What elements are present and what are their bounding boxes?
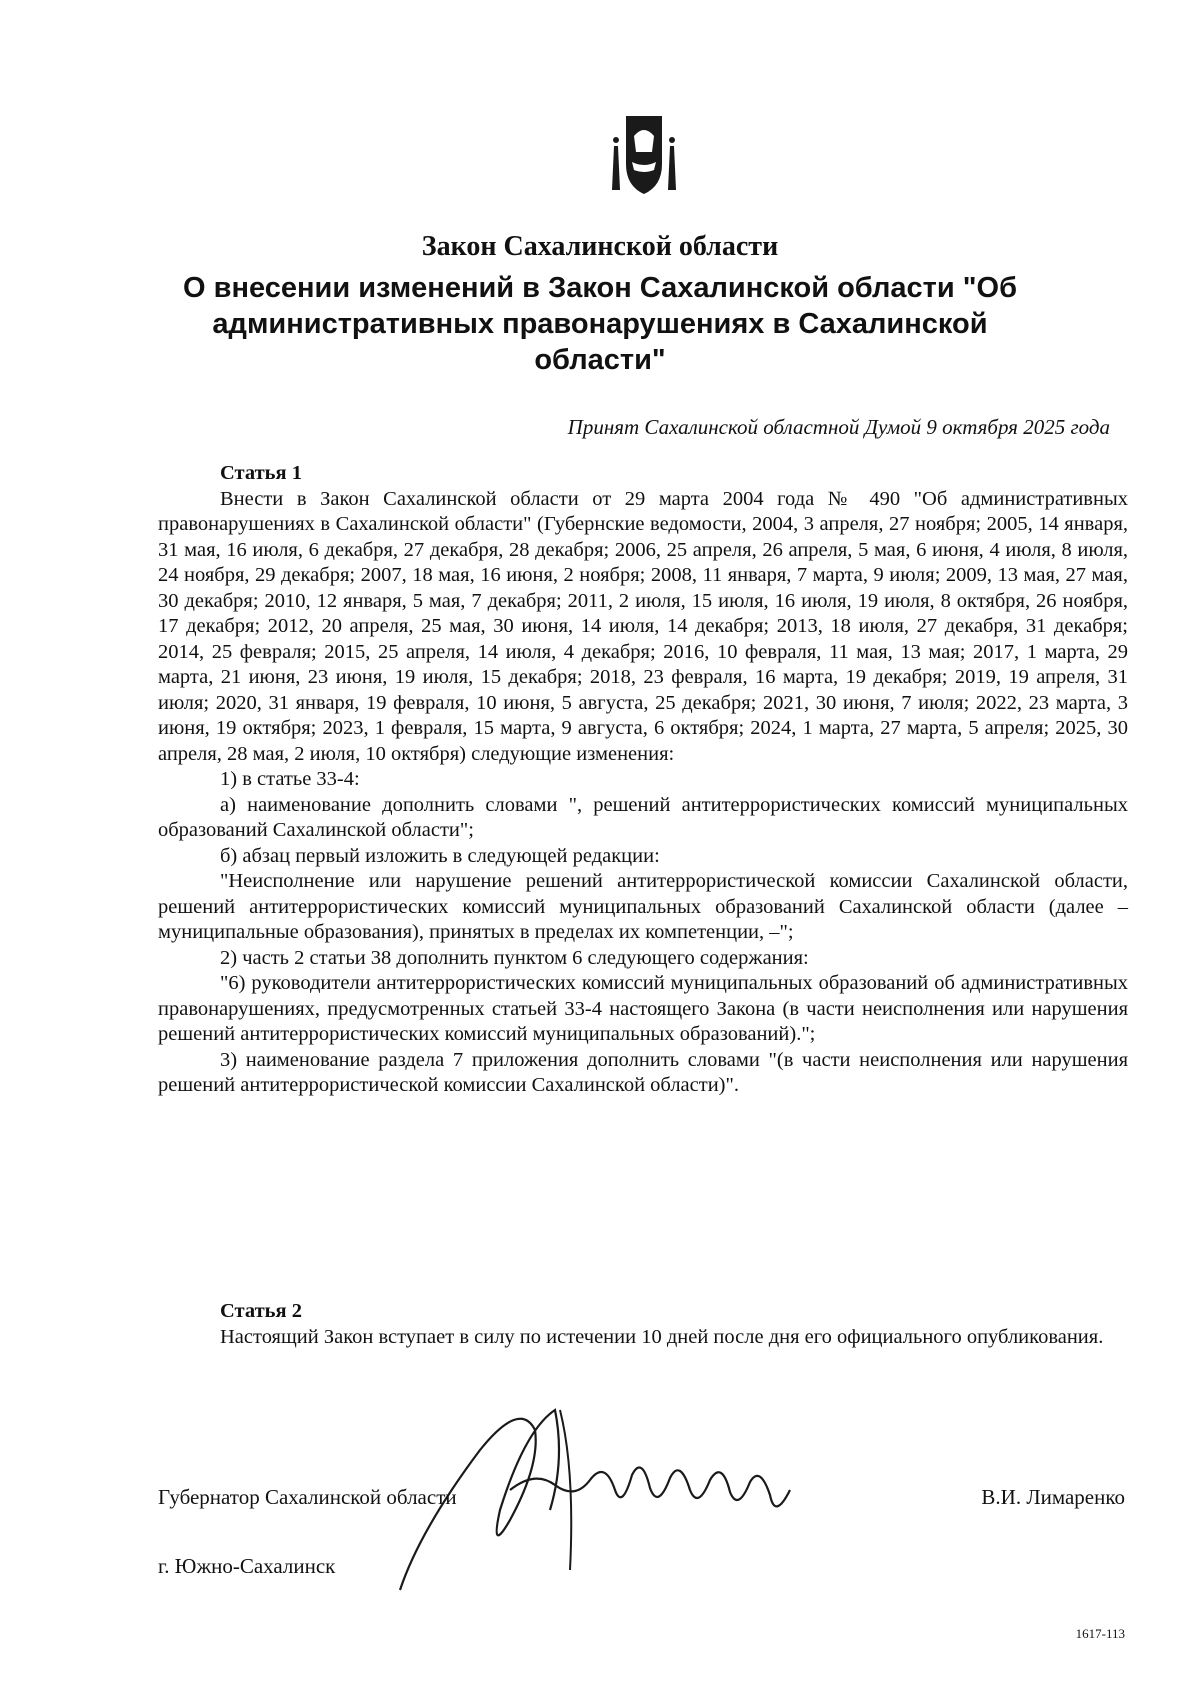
- law-title-line2: О внесении изменений в Закон Сахалинской области "Об административных правонарушениях в Сахалинской области": [183, 272, 1017, 376]
- coat-of-arms-emblem: [604, 106, 684, 198]
- article-2-heading: Статья 2: [220, 1300, 302, 1322]
- article-2-text: Настоящий Закон вступает в силу по истечении 10 дней после дня его официального опубликования.: [220, 1325, 1104, 1348]
- article-1-item-1: 1) в статье 33-4:: [220, 768, 360, 790]
- article-1-item-1b: б) абзац первый изложить в следующей редакции:: [220, 844, 660, 867]
- article-2: [158, 1299, 1128, 1350]
- article-1-item-1b-quote: "Неисполнение или нарушение решений антитеррористической комиссии Сахалинской области, решений антитеррористических комиссий муниципальных образований Сахалинской области (далее – муниципальные образования), принятых в пределах их компетенции, –";: [158, 870, 1128, 943]
- signatory-position: Губернатор Сахалинской области: [158, 1485, 457, 1509]
- article-1-item-3: 3) наименование раздела 7 приложения дополнить словами "(в части неисполнения или нарушения решений антитеррористической комиссии Сахалинской области)".: [158, 1048, 1128, 1096]
- document-number: 1617-113: [1075, 1626, 1125, 1641]
- article-1-item-1a: а) наименование дополнить словами ", решений антитеррористических комиссий муниципальных образований Сахалинской области";: [158, 793, 1128, 841]
- article-1-item-2-quote: "6) руководители антитеррористических комиссий муниципальных образований об административных правонарушениях, предусмотренных статьей 33-4 настоящего Закона (в части неисполнения или нарушения решений антитеррористических комиссий муниципальных образований).";: [158, 972, 1128, 1045]
- signing-city: г. Южно-Сахалинск: [158, 1554, 336, 1578]
- article-1-item-2: 2) часть 2 статьи 38 дополнить пунктом 6 следующего содержания:: [220, 946, 809, 969]
- adoption-note: Принят Сахалинской областной Думой 9 октября 2025 года: [567, 415, 1110, 439]
- article-1-intro: Внести в Закон Сахалинской области от 29 марта 2004 года № 490 "Об административных правонарушениях в Сахалинской области" (Губернские ведомости, 2004, 3 апреля, 27 ноября; 2005, 14 января, 31 мая, 16 июля, 6 декабря, 27 декабря, 28 декабря; 2006, 25 апреля, 26 апреля, 5 мая, 6 июня, 4 июля, 8 июля, 24 ноября, 29 декабря; 2007, 18 мая, 16 июня, 2 ноября; 2008, 11 января, 7 марта, 9 июля; 2009, 13 мая, 27 мая, 30 декабря; 2010, 12 января, 5 мая, 7 декабря; 2011, 2 июля, 15 июля, 16 июля, 19 июля, 8 октября, 26 ноября, 17 декабря; 2012, 20 апреля, 25 мая, 30 июня, 14 июля, 14 декабря; 2013, 18 июля, 27 декабря, 31 декабря; 2014, 25 февраля; 2015, 25 апреля, 14 июля, 4 декабря; 2016, 10 февраля, 11 мая, 13 мая; 2017, 1 марта, 29 марта, 21 июня, 23 июня, 19 июля, 15 декабря; 2018, 23 февраля, 16 марта, 19 декабря; 2019, 19 апреля, 31 июля; 2020, 31 января, 19 февраля, 10 июня, 5 августа, 25 декабря; 2021, 30 июня, 7 июля; 2022, 23 марта, 3 июня, 19 октября; 2023, 1 февраля, 15 марта, 9 августа, 6 октября; 2024, 1 марта, 27 марта, 5 апреля; 2025, 30 апреля, 28 мая, 2 июля, 10 октября) следующие изменения:: [158, 487, 1128, 765]
- article-1: [158, 461, 1128, 1099]
- signatory-name: В.И. Лимаренко: [981, 1485, 1125, 1509]
- law-title-line1: Закон Сахалинской области: [421, 231, 779, 262]
- article-1-heading: Статья 1: [220, 462, 302, 484]
